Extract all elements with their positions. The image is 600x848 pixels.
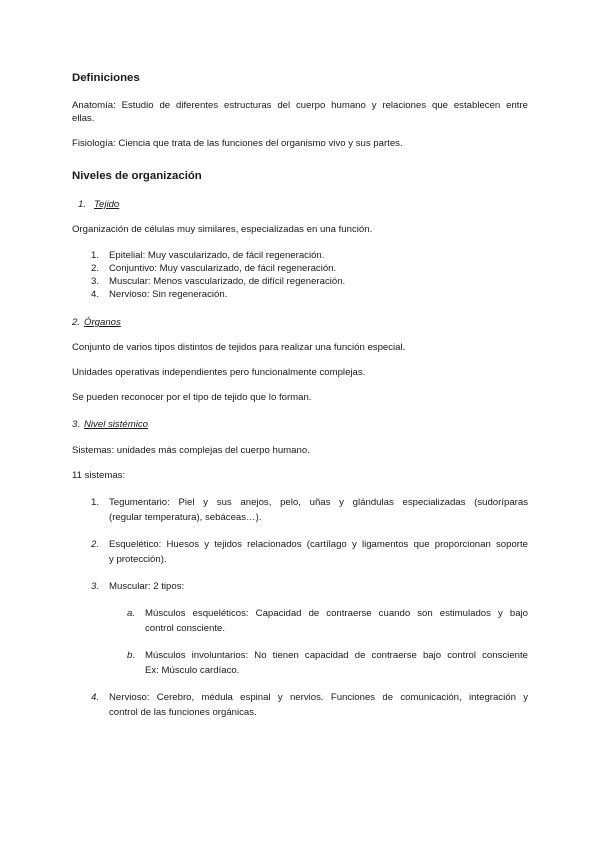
list-item: Conjuntivo: Muy vascularizado, de fácil regeneración. [109,263,337,274]
subsection-heading-sistemico: Nivel sistémico [84,419,148,430]
subsection-number-tejido: 1. [78,199,87,210]
list-item-line1: Muscular: 2 tipos: [109,581,185,592]
definition-anatomia-line1: Anatomía: Estudio de diferentes estructuras del cuerpo humano y relaciones que establecen entre [72,100,528,111]
list-item-line1: Esquelético: Huesos y tejidos relacionados (cartílago y ligamentos que proporcionan soporte [109,539,528,550]
list-item-number: 4. [91,692,100,703]
list-item-number: 1. [91,250,100,261]
list-item-line1: Tegumentario: Piel y sus anejos, pelo, uñas y glándulas especializadas (sudoríparas [109,497,528,508]
subsection-heading-organos: Órganos [84,317,121,328]
tejido-intro: Organización de células muy similares, especializadas en una función. [72,224,373,235]
list-item-line1: Nervioso: Cerebro, médula espinal y nervios. Funciones de comunicación, integración y [109,692,528,703]
list-item-line2: y protección). [109,554,167,565]
list-item-line2: control de las funciones orgánicas. [109,707,257,718]
subsection-number-organos: 2. [72,317,81,328]
section-title-definiciones: Definiciones [72,72,140,84]
sub-list-item-line2: Ex: Músculo cardíaco. [145,665,240,676]
list-item-line2: (regular temperatura), sebáceas…). [109,512,262,523]
sub-list-item-line2: control consciente. [145,623,225,634]
definition-fisiologia: Fisiología: Ciencia que trata de las funciones del organismo vivo y sus partes. [72,138,403,149]
subsection-heading-tejido: Tejido [94,199,120,210]
definition-anatomia-line2: ellas. [72,113,95,124]
organos-paragraph-3: Se pueden reconocer por el tipo de tejido que lo forman. [72,392,312,403]
list-item-number: 3. [91,276,100,287]
sub-list-item-letter: a. [127,608,136,619]
list-item-number: 1. [91,497,100,508]
organos-paragraph-2: Unidades operativas independientes pero funcionalmente complejas. [72,367,366,378]
section-title-niveles: Niveles de organización [72,170,202,182]
sub-list-item-letter: b. [127,650,136,661]
list-item-number: 4. [91,289,100,300]
list-item: Muscular: Menos vascularizado, de difícil regeneración. [109,276,346,287]
sistemico-paragraph-1: Sistemas: unidades más complejas del cuerpo humano. [72,445,310,456]
list-item: Epitelial: Muy vascularizado, de fácil regeneración. [109,250,325,261]
list-item-number: 3. [91,581,100,592]
sistemico-paragraph-2: 11 sistemas: [72,470,126,481]
list-item-number: 2. [91,263,100,274]
list-item-number: 2. [91,539,100,550]
sub-list-item-line1: Músculos involuntarios: No tienen capacidad de contraerse bajo control consciente [145,650,528,661]
subsection-number-sistemico: 3. [72,419,81,430]
sub-list-item-line1: Músculos esqueléticos: Capacidad de contraerse cuando son estimulados y bajo [145,608,528,619]
organos-paragraph-1: Conjunto de varios tipos distintos de tejidos para realizar una función especial. [72,342,406,353]
list-item: Nervioso: Sin regeneración. [109,289,228,300]
